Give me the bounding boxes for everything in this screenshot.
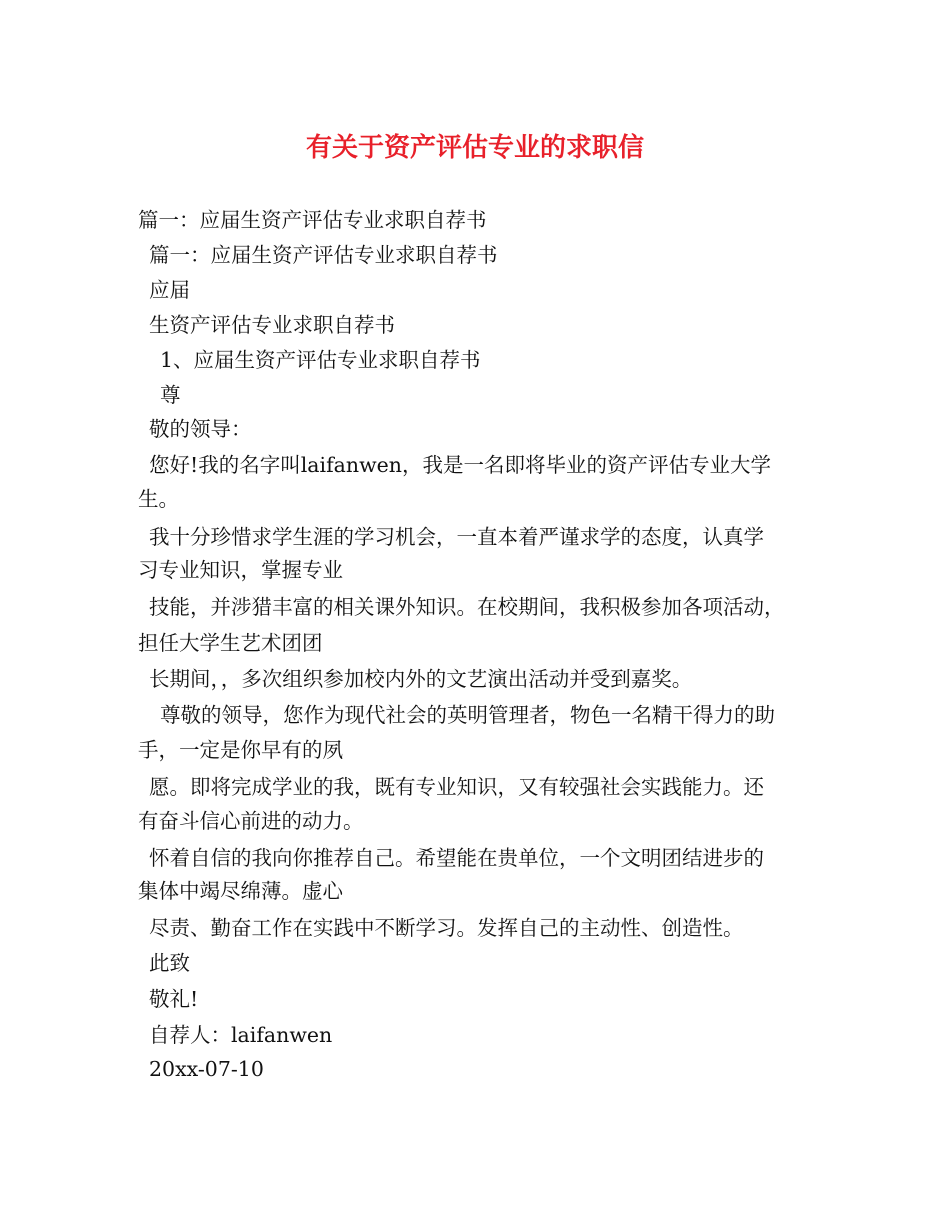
text-line: 此致 xyxy=(149,951,190,975)
text-line: 手，一定是你早有的夙 xyxy=(138,738,343,762)
text-line: 敬礼! xyxy=(149,987,199,1011)
text-line: 习专业知识，掌握专业 xyxy=(138,558,343,582)
text-line: 1、应届生资产评估专业求职自荐书 xyxy=(160,348,481,372)
text-line: 集体中竭尽绵薄。虚心 xyxy=(138,879,343,903)
text-line: 生资产评估专业求职自荐书 xyxy=(149,313,395,337)
text-line: 篇一：应届生资产评估专业求职自荐书 xyxy=(138,208,487,232)
text-line: 应届 xyxy=(149,278,190,302)
text-line: 尊敬的领导，您作为现代社会的英明管理者，物色一名精干得力的助 xyxy=(160,703,775,727)
text-line: 篇一：应届生资产评估专业求职自荐书 xyxy=(149,243,498,267)
text-line: 20xx-07-10 xyxy=(149,1057,264,1081)
text-line: 技能，并涉猎丰富的相关课外知识。在校期间，我积极参加各项活动， xyxy=(149,595,785,619)
text-line: 我十分珍惜求学生涯的学习机会，一直本着严谨求学的态度，认真学 xyxy=(149,525,764,549)
text-line: 愿。即将完成学业的我，既有专业知识，又有较强社会实践能力。还 xyxy=(149,775,764,799)
document-title: 有关于资产评估专业的求职信 xyxy=(305,133,644,163)
text-line: 长期间，，多次组织参加校内外的文艺演出活动并受到嘉奖。 xyxy=(149,667,693,691)
text-line: 尊 xyxy=(160,383,181,407)
text-line: 敬的领导： xyxy=(149,417,252,441)
text-line: 有奋斗信心前进的动力。 xyxy=(138,809,364,833)
text-line: 您好!我的名字叫laifanwen，我是一名即将毕业的资产评估专业大学 xyxy=(149,453,771,477)
text-line: 生。 xyxy=(138,487,179,511)
text-line: 尽责、勤奋工作在实践中不断学习。发挥自己的主动性、创造性。 xyxy=(149,916,744,940)
text-line: 担任大学生艺术团团 xyxy=(138,631,323,655)
text-line: 怀着自信的我向你推荐自己。希望能在贵单位，一个文明团结进步的 xyxy=(149,846,764,870)
text-line: 自荐人：laifanwen xyxy=(149,1023,333,1047)
